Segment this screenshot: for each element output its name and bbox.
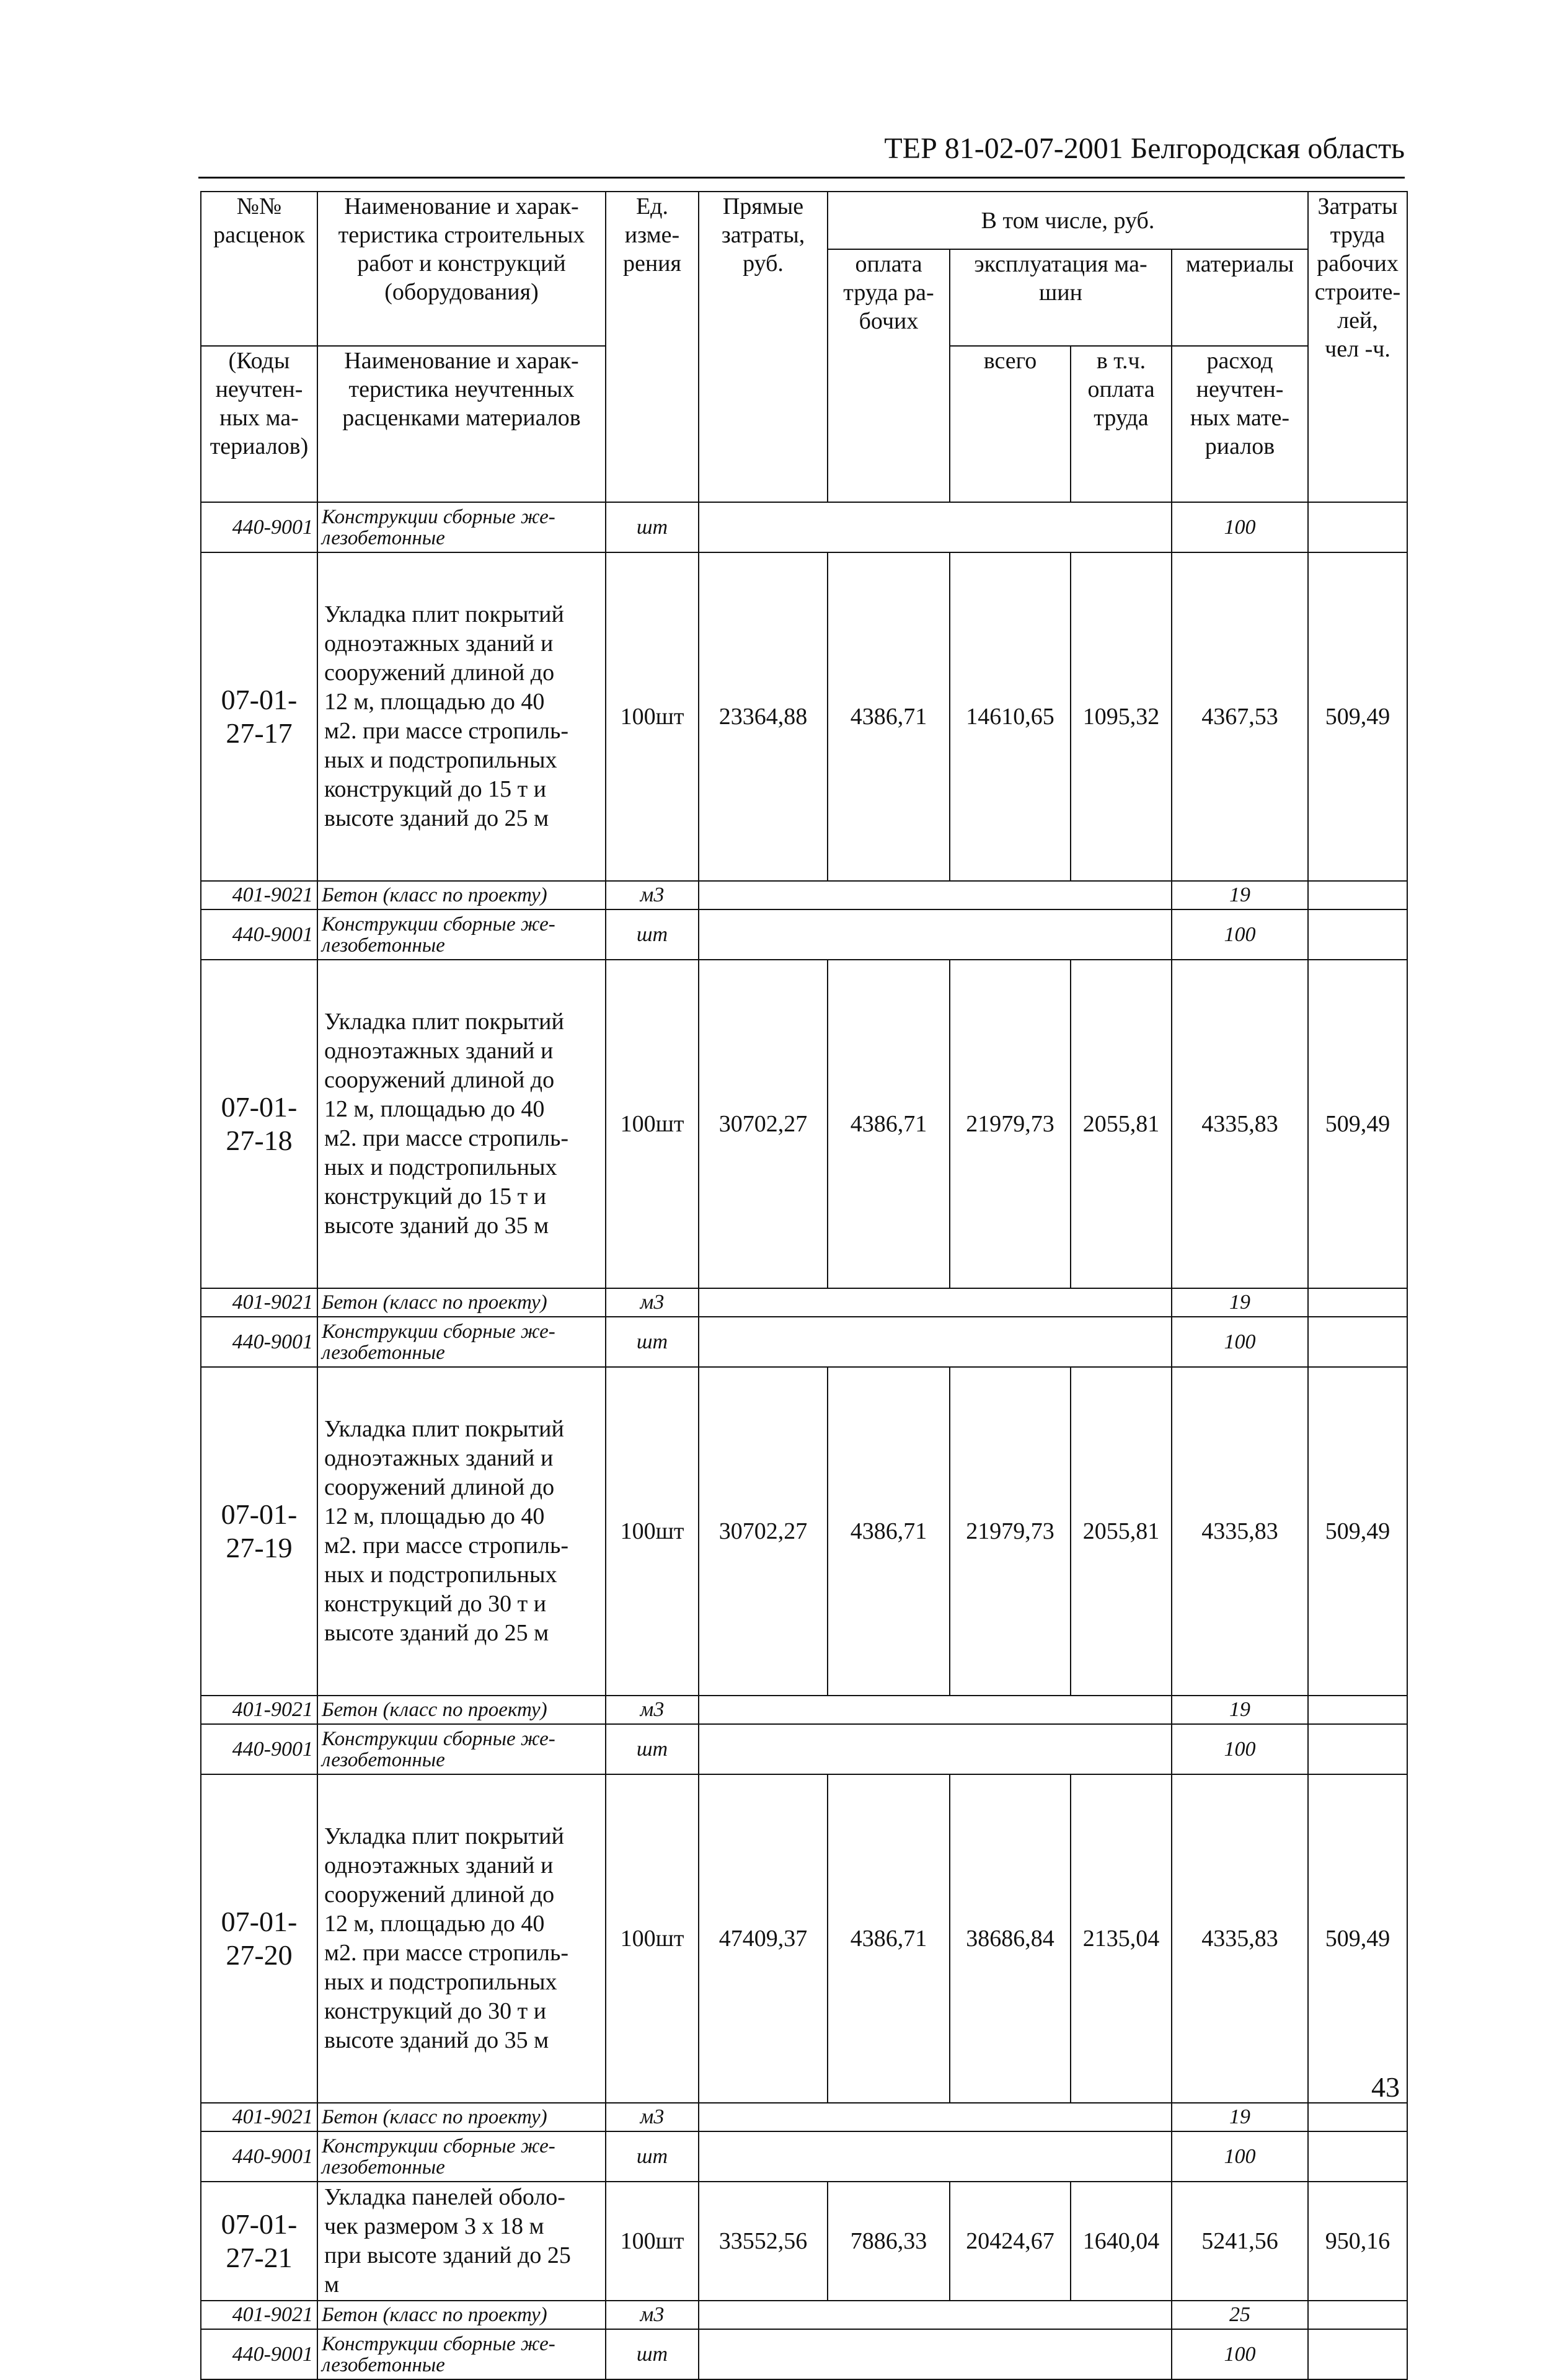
rate-machines-labor: 2055,81 (1071, 1367, 1172, 1696)
material-consumption: 19 (1172, 1288, 1308, 1317)
material-name-line: лезобетонные (322, 934, 445, 957)
rate-unit: 100шт (606, 2182, 699, 2301)
rate-description-line: ных и подстропильных (324, 1154, 557, 1180)
material-blank (699, 2301, 1172, 2329)
col-material-consumption (1172, 346, 1308, 502)
material-unit: шт (606, 1317, 699, 1367)
rate-machines-labor: 1640,04 (1071, 2182, 1172, 2301)
header-rule (198, 177, 1405, 179)
material-code: 401-9021 (201, 881, 317, 909)
material-unit: шт (606, 502, 699, 552)
material-unit: шт (606, 1724, 699, 1774)
rate-description-line: 12 м, площадью до 40 (324, 1503, 545, 1529)
rate-machines-total: 20424,67 (950, 2182, 1071, 2301)
rate-materials: 5241,56 (1172, 2182, 1308, 2301)
material-unit: м3 (606, 2301, 699, 2329)
material-unit: шт (606, 2131, 699, 2182)
rate-labor-pay: 4386,71 (828, 1367, 950, 1696)
col-worker-labor-line: чел -ч. (1325, 336, 1390, 362)
col-labor-pay (828, 249, 950, 502)
table-body (201, 502, 1407, 2379)
material-name-line: лезобетонные (322, 2156, 445, 2179)
material-blank (1308, 502, 1407, 552)
col-direct-costs-line: руб. (743, 250, 784, 276)
rate-description-line: Укладка плит покрытий (324, 601, 564, 627)
material-row (201, 881, 1407, 909)
rate-materials: 4335,83 (1172, 1774, 1308, 2103)
material-row (201, 2103, 1407, 2131)
col-including-group: В том числе, руб. (828, 192, 1308, 249)
material-consumption: 100 (1172, 2131, 1308, 2182)
material-name: Бетон (класс по проекту) (317, 1288, 606, 1317)
rate-code-line: 07-01- (221, 1498, 298, 1530)
rate-description (317, 1774, 606, 2103)
rate-row (201, 1367, 1407, 1696)
material-name: Бетон (класс по проекту) (317, 2301, 606, 2329)
rate-description-line: Укладка панелей оболо- (324, 2184, 565, 2210)
rate-code (201, 552, 317, 881)
rate-code (201, 1367, 317, 1696)
rate-description-line: Укладка плит покрытий (324, 1009, 564, 1035)
rate-direct-costs: 33552,56 (699, 2182, 828, 2301)
col-material-codes-line: териалов) (210, 433, 309, 459)
material-blank (1308, 2131, 1407, 2182)
rate-code-line: 27-17 (226, 717, 293, 749)
rate-description-line: высоте зданий до 35 м (324, 2027, 549, 2053)
material-consumption: 100 (1172, 1724, 1308, 1774)
col-direct-costs-line: затраты, (721, 222, 805, 248)
material-blank (699, 1724, 1172, 1774)
rate-description-line: ных и подстропильных (324, 1969, 557, 1995)
col-worker-labor-line: труда (1330, 222, 1386, 248)
col-machines-labor-line: в т.ч. (1096, 348, 1146, 374)
material-unit: м3 (606, 1288, 699, 1317)
rate-description-line: сооружений длиной до (324, 1474, 555, 1500)
col-labor-pay-line: оплата (855, 251, 922, 277)
rate-description-line: конструкций до 30 т и (324, 1591, 547, 1617)
rate-labor-pay: 7886,33 (828, 2182, 950, 2301)
rate-worker-labor: 950,16 (1308, 2182, 1407, 2301)
material-code: 440-9001 (201, 2131, 317, 2182)
material-name (317, 909, 606, 960)
material-unit: м3 (606, 2103, 699, 2131)
material-code: 401-9021 (201, 2301, 317, 2329)
material-code: 440-9001 (201, 909, 317, 960)
rate-worker-labor: 509,49 (1308, 1367, 1407, 1696)
col-unit-line: Ед. (635, 193, 669, 219)
col-material-codes-line: (Коды (228, 348, 290, 374)
rate-machines-total: 21979,73 (950, 960, 1071, 1288)
material-blank (1308, 2301, 1407, 2329)
rate-description-line: конструкций до 15 т и (324, 1183, 547, 1210)
col-labor-pay-line: бочих (859, 308, 919, 334)
col-material-consumption-line: риалов (1205, 433, 1275, 459)
col-machines-line: эксплуатация ма- (974, 251, 1147, 277)
material-unit: м3 (606, 1696, 699, 1724)
col-labor-pay-line: труда ра- (843, 280, 934, 306)
material-row (201, 1696, 1407, 1724)
rate-description-line: 12 м, площадью до 40 (324, 1911, 545, 1937)
material-name: Бетон (класс по проекту) (317, 881, 606, 909)
rate-description (317, 1367, 606, 1696)
material-name-line: лезобетонные (322, 2353, 445, 2376)
col-work-name-line: (оборудования) (384, 279, 539, 305)
material-code: 440-9001 (201, 2329, 317, 2379)
material-blank (699, 2329, 1172, 2379)
rate-description-line: одноэтажных зданий и (324, 1852, 554, 1878)
material-row (201, 2131, 1407, 2182)
material-name (317, 2329, 606, 2379)
rate-description-line: Укладка плит покрытий (324, 1416, 564, 1442)
material-blank (1308, 1696, 1407, 1724)
rate-unit: 100шт (606, 960, 699, 1288)
material-consumption: 19 (1172, 1696, 1308, 1724)
col-materials: материалы (1172, 249, 1308, 346)
rate-worker-labor: 509,49 (1308, 1774, 1407, 2103)
col-material-name-line: расценками материалов (342, 405, 581, 431)
material-blank (1308, 1288, 1407, 1317)
document-header: ТЕР 81-02-07-2001 Белгородская область (884, 132, 1405, 165)
rate-description-line: сооружений длиной до (324, 660, 555, 686)
material-blank (699, 2131, 1172, 2182)
col-machines-labor-line: оплата (1087, 376, 1155, 402)
rate-machines-labor: 2135,04 (1071, 1774, 1172, 2103)
col-machines (950, 249, 1172, 346)
rate-code-line: 27-20 (226, 1939, 293, 1971)
rate-description-line: конструкций до 15 т и (324, 776, 547, 802)
rate-description-line: Укладка плит покрытий (324, 1823, 564, 1849)
rate-description-line: сооружений длиной до (324, 1067, 555, 1093)
rate-code-line: 07-01- (221, 1906, 298, 1937)
material-name-line: Конструкции сборные же- (322, 2332, 555, 2355)
table-header (201, 192, 1407, 502)
col-material-consumption-line: расход (1206, 348, 1273, 374)
material-blank (1308, 881, 1407, 909)
col-material-name-line: Наименование и харак- (344, 348, 579, 374)
rate-code (201, 2182, 317, 2301)
rate-description-line: конструкций до 30 т и (324, 1998, 547, 2024)
material-code: 440-9001 (201, 1317, 317, 1367)
rate-description-line: м (324, 2272, 340, 2298)
material-unit: м3 (606, 881, 699, 909)
rate-description-line: м2. при массе стропиль- (324, 1533, 568, 1559)
col-work-name-line: Наименование и харак- (344, 193, 579, 219)
rate-machines-labor: 1095,32 (1071, 552, 1172, 881)
material-consumption: 100 (1172, 909, 1308, 960)
material-row (201, 1724, 1407, 1774)
rate-labor-pay: 4386,71 (828, 552, 950, 881)
col-worker-labor-line: лей, (1337, 307, 1378, 334)
rate-description-line: одноэтажных зданий и (324, 630, 554, 657)
col-work-name-line: работ и конструкций (357, 250, 566, 276)
col-material-consumption-line: ных мате- (1190, 405, 1290, 431)
col-material-codes (201, 346, 317, 502)
material-blank (1308, 1317, 1407, 1367)
material-consumption: 100 (1172, 1317, 1308, 1367)
material-consumption: 25 (1172, 2301, 1308, 2329)
col-material-codes-line: ных ма- (219, 405, 299, 431)
rate-description (317, 552, 606, 881)
material-row (201, 909, 1407, 960)
rate-row (201, 960, 1407, 1288)
col-work-name (317, 192, 606, 346)
material-blank (699, 1288, 1172, 1317)
rate-description-line: 12 м, площадью до 40 (324, 689, 545, 715)
rate-code (201, 960, 317, 1288)
material-name-line: Конструкции сборные же- (322, 913, 555, 936)
col-machines-line: шин (1039, 280, 1082, 306)
rate-direct-costs: 47409,37 (699, 1774, 828, 2103)
material-blank (699, 909, 1172, 960)
rate-description-line: чек размером 3 х 18 м (324, 2213, 544, 2239)
col-machines-total: всего (950, 346, 1071, 502)
rate-code-line: 07-01- (221, 684, 298, 715)
col-rate-number-spacer (201, 249, 317, 346)
material-name-line: Конструкции сборные же- (322, 2134, 555, 2157)
rate-description-line: высоте зданий до 25 м (324, 1620, 549, 1646)
material-blank (699, 1696, 1172, 1724)
material-consumption: 19 (1172, 881, 1308, 909)
rate-materials: 4335,83 (1172, 1367, 1308, 1696)
col-rate-number-line: расценок (213, 222, 305, 248)
rate-unit: 100шт (606, 1774, 699, 2103)
rate-description-line: одноэтажных зданий и (324, 1038, 554, 1064)
material-name (317, 1317, 606, 1367)
rate-labor-pay: 4386,71 (828, 960, 950, 1288)
rate-direct-costs: 30702,27 (699, 1367, 828, 1696)
material-blank (699, 2103, 1172, 2131)
material-name (317, 2131, 606, 2182)
rate-description-line: м2. при массе стропиль- (324, 1125, 568, 1151)
rate-row (201, 552, 1407, 881)
material-name: Бетон (класс по проекту) (317, 2103, 606, 2131)
rate-machines-total: 38686,84 (950, 1774, 1071, 2103)
rate-description-line: при высоте зданий до 25 (324, 2242, 571, 2268)
rate-code (201, 1774, 317, 2103)
rate-description-line: ных и подстропильных (324, 747, 557, 773)
rate-unit: 100шт (606, 1367, 699, 1696)
material-consumption: 100 (1172, 2329, 1308, 2379)
rate-row (201, 1774, 1407, 2103)
material-name-line: Конструкции сборные же- (322, 1727, 555, 1750)
rate-code-line: 07-01- (221, 1091, 298, 1123)
col-unit (606, 192, 699, 502)
col-unit-line: изме- (624, 222, 680, 248)
material-name-line: лезобетонные (322, 526, 445, 549)
material-row (201, 502, 1407, 552)
rate-description-line: ных и подстропильных (324, 1562, 557, 1588)
rate-code-line: 27-19 (226, 1532, 293, 1564)
material-name (317, 1724, 606, 1774)
material-name: Бетон (класс по проекту) (317, 1696, 606, 1724)
rate-labor-pay: 4386,71 (828, 1774, 950, 2103)
rate-description (317, 2182, 606, 2301)
material-code: 401-9021 (201, 1288, 317, 1317)
material-blank (1308, 2103, 1407, 2131)
col-rate-number (201, 192, 317, 249)
material-unit: шт (606, 909, 699, 960)
col-machines-labor-line: труда (1094, 405, 1149, 431)
rate-description-line: одноэтажных зданий и (324, 1445, 554, 1471)
rate-machines-total: 21979,73 (950, 1367, 1071, 1696)
rate-description-line: высоте зданий до 35 м (324, 1213, 549, 1239)
col-unit-line: рения (622, 250, 682, 276)
rate-description-line: 12 м, площадью до 40 (324, 1096, 545, 1122)
material-row (201, 2301, 1407, 2329)
page-number: 43 (1371, 2071, 1400, 2103)
material-name-line: лезобетонные (322, 1748, 445, 1771)
rate-description (317, 960, 606, 1288)
material-blank (1308, 1724, 1407, 1774)
material-blank (699, 881, 1172, 909)
col-worker-labor (1308, 192, 1407, 502)
material-consumption: 100 (1172, 502, 1308, 552)
material-blank (699, 1317, 1172, 1367)
rate-direct-costs: 30702,27 (699, 960, 828, 1288)
col-material-name-line: теристика неучтенных (348, 376, 575, 402)
material-code: 440-9001 (201, 502, 317, 552)
material-name-line: Конструкции сборные же- (322, 1320, 555, 1343)
rate-description-line: м2. при массе стропиль- (324, 718, 568, 744)
rate-machines-total: 14610,65 (950, 552, 1071, 881)
material-name-line: Конструкции сборные же- (322, 505, 555, 528)
col-work-name-line: теристика строительных (338, 222, 585, 248)
material-code: 401-9021 (201, 2103, 317, 2131)
rate-direct-costs: 23364,88 (699, 552, 828, 881)
rate-description-line: сооружений длиной до (324, 1882, 555, 1908)
rate-code-line: 07-01- (221, 2208, 298, 2240)
col-material-name (317, 346, 606, 502)
rate-machines-labor: 2055,81 (1071, 960, 1172, 1288)
rate-description-line: высоте зданий до 25 м (324, 805, 549, 831)
rate-worker-labor: 509,49 (1308, 552, 1407, 881)
col-worker-labor-line: рабочих (1317, 250, 1399, 276)
material-row (201, 1288, 1407, 1317)
rate-unit: 100шт (606, 552, 699, 881)
rate-code-line: 27-21 (226, 2242, 293, 2273)
col-worker-labor-line: строите- (1314, 279, 1401, 305)
material-name-line: лезобетонные (322, 1341, 445, 1364)
material-blank (1308, 909, 1407, 960)
rates-table (200, 191, 1408, 2380)
col-rate-number-line: №№ (236, 193, 282, 219)
col-direct-costs-line: Прямые (722, 193, 804, 219)
col-material-consumption-line: неучтен- (1196, 376, 1284, 402)
rate-row (201, 2182, 1407, 2301)
material-code: 440-9001 (201, 1724, 317, 1774)
material-blank (1308, 2329, 1407, 2379)
rate-materials: 4367,53 (1172, 552, 1308, 881)
material-row (201, 1317, 1407, 1367)
material-unit: шт (606, 2329, 699, 2379)
rate-description-line: м2. при массе стропиль- (324, 1940, 568, 1966)
col-machines-labor (1071, 346, 1172, 502)
rate-materials: 4335,83 (1172, 960, 1308, 1288)
rate-code-line: 27-18 (226, 1125, 293, 1156)
material-code: 401-9021 (201, 1696, 317, 1724)
material-row (201, 2329, 1407, 2379)
rate-worker-labor: 509,49 (1308, 960, 1407, 1288)
material-name (317, 502, 606, 552)
col-worker-labor-line: Затраты (1317, 193, 1398, 219)
material-blank (699, 502, 1172, 552)
col-direct-costs (699, 192, 828, 502)
material-consumption: 19 (1172, 2103, 1308, 2131)
col-material-codes-line: неучтен- (215, 376, 303, 402)
